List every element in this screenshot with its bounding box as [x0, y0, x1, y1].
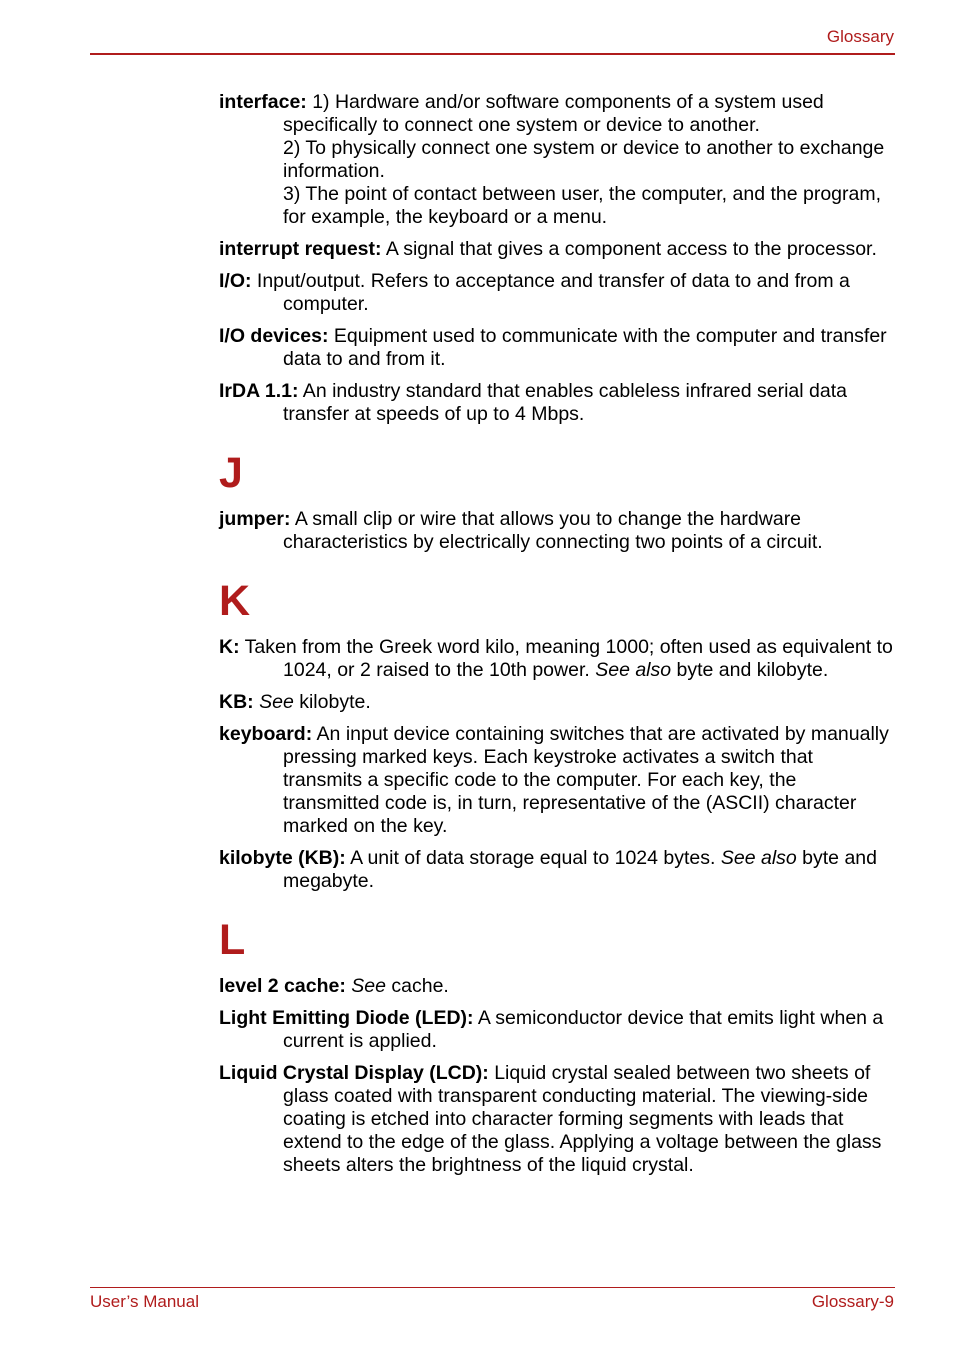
entry-term: K:	[219, 636, 240, 658]
entry-term: I/O devices:	[219, 325, 329, 347]
see-reference: See	[351, 975, 386, 997]
entry-definition: A small clip or wire that allows you to change the hardware characteristics by electrically connecting two points of a circuit.	[283, 508, 823, 553]
header-divider	[90, 53, 895, 55]
footer-divider	[90, 1287, 895, 1288]
entry-term: I/O:	[219, 270, 252, 292]
glossary-entry-led	[219, 1007, 895, 1053]
glossary-entry-lcd	[219, 1062, 895, 1177]
header-section-title: Glossary	[826, 27, 894, 46]
glossary-entry-kilobyte	[219, 847, 895, 893]
entry-definition-part: 3) The point of contact between user, the computer, and the program, for example, the keyboard or a menu.	[283, 183, 882, 228]
entry-definition: Equipment used to communicate with the computer and transfer data to and from it.	[283, 325, 887, 370]
entry-definition: A unit of data storage equal to 1024 bytes.	[345, 847, 721, 869]
entry-definition: A signal that gives a component access to the processor.	[381, 238, 877, 260]
footer-manual-title: User’s Manual	[90, 1292, 199, 1311]
entry-term: jumper:	[219, 508, 291, 530]
see-reference: See	[259, 691, 294, 713]
glossary-entry-level-2-cache	[219, 975, 895, 998]
glossary-entry-irda	[219, 380, 895, 426]
glossary-entry-io-devices	[219, 325, 895, 371]
glossary-entry-kb	[219, 691, 895, 714]
entry-definition: kilobyte.	[293, 691, 371, 713]
glossary-entry-interface	[219, 91, 895, 229]
section-heading-j: J	[219, 449, 243, 497]
entry-term: interrupt request:	[219, 238, 382, 260]
entry-definition: An input device containing switches that are activated by manually pressing marked keys. Each keystroke activates a switch that transmits a specific code to the computer. For each key, the transmitted code is, in turn, representative of the (ASCII) character marked on the key.	[283, 723, 889, 837]
glossary-entry-interrupt-request	[219, 238, 895, 261]
glossary-content	[219, 91, 895, 1186]
glossary-entry-jumper	[219, 508, 895, 554]
entry-term: Light Emitting Diode (LED):	[219, 1007, 474, 1029]
see-also-reference: See also	[720, 847, 797, 869]
entry-term: Liquid Crystal Display (LCD):	[219, 1062, 489, 1084]
glossary-entry-keyboard	[219, 723, 895, 838]
see-also-reference: See also	[595, 659, 672, 681]
entry-definition: 1) Hardware and/or software components of a system used specifically to connect one system or device to another.	[283, 91, 824, 136]
entry-definition-part: 2) To physically connect one system or device to another to exchange information.	[283, 137, 885, 182]
entry-definition: cache.	[385, 975, 449, 997]
entry-definition: An industry standard that enables cableless infrared serial data transfer at speeds of up to 4 Mbps.	[283, 380, 847, 425]
glossary-entry-io	[219, 270, 895, 316]
entry-term: kilobyte (KB):	[219, 847, 346, 869]
glossary-entry-k	[219, 636, 895, 682]
entry-term: IrDA 1.1:	[219, 380, 299, 402]
entry-definition: Liquid crystal sealed between two sheets of glass coated with transparent conducting material. The viewing-side coating is etched into character forming segments with leads that extend to the edge of the glass. Applying a voltage between the glass sheets alters the brightness of the liquid crystal.	[283, 1062, 882, 1176]
entry-definition-tail: byte and kilobyte.	[671, 659, 829, 681]
entry-term: level 2 cache:	[219, 975, 346, 997]
section-heading-k: K	[219, 577, 251, 625]
entry-term: KB:	[219, 691, 254, 713]
entry-definition-tail: byte and megabyte.	[283, 847, 877, 892]
entry-term: interface:	[219, 91, 307, 113]
entry-term: keyboard:	[219, 723, 313, 745]
entry-definition: Input/output. Refers to acceptance and transfer of data to and from a computer.	[251, 270, 850, 315]
entry-definition: Taken from the Greek word kilo, meaning 1000; often used as equivalent to 1024, or 2 raised to the 10th power.	[239, 636, 893, 681]
entry-definition: A semiconductor device that emits light when a current is applied.	[283, 1007, 884, 1052]
section-heading-l: L	[219, 916, 246, 964]
footer-page-number: Glossary-9	[811, 1292, 894, 1311]
